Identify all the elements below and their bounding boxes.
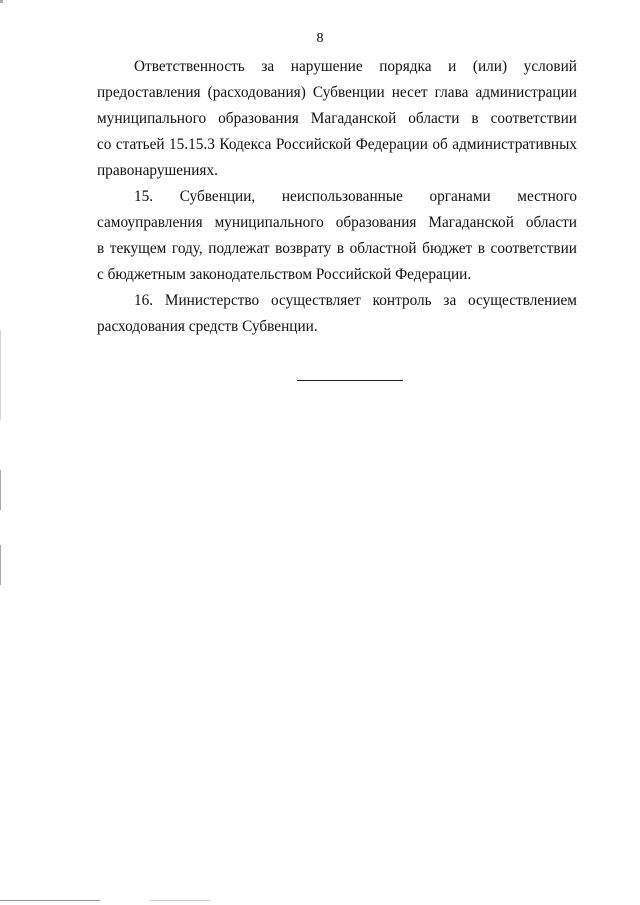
text-line: с бюджетным законодательством Российской Федерации. [97, 266, 472, 283]
document-body [97, 54, 577, 340]
text-line: 16. Министерство осуществляет контроль за осуществлением [134, 292, 577, 309]
text-line: 15. Субвенции, неиспользованные органами местного [134, 188, 577, 205]
text-line: расходования средств Субвенции. [97, 318, 318, 335]
text-line: со статьей 15.15.3 Кодекса Российской Федерации об административных [97, 136, 577, 153]
scan-artifact [0, 900, 100, 901]
paragraph-15-unused-subvention [97, 184, 577, 288]
paragraph-16-ministry-control [97, 288, 577, 340]
text-line: в текущем году, подлежат возврату в областной бюджет в соответствии [97, 240, 577, 257]
scan-artifact [0, 0, 3, 3]
scan-artifact [0, 330, 1, 420]
text-line: самоуправления муниципального образования Магаданской области [97, 214, 577, 231]
text-line: Ответственность за нарушение порядка и (или) условий [134, 58, 577, 75]
scan-artifact [0, 470, 1, 510]
page-number: 8 [316, 31, 324, 46]
text-line: правонарушениях. [97, 162, 218, 179]
paragraph-responsibility [97, 54, 577, 184]
scan-artifact [0, 545, 1, 585]
end-separator-line [297, 380, 403, 381]
text-line: муниципального образования Магаданской области в соответствии [97, 110, 577, 127]
text-line: предоставления (расходования) Субвенции несет глава администрации [97, 84, 577, 101]
scan-artifact [150, 900, 210, 901]
